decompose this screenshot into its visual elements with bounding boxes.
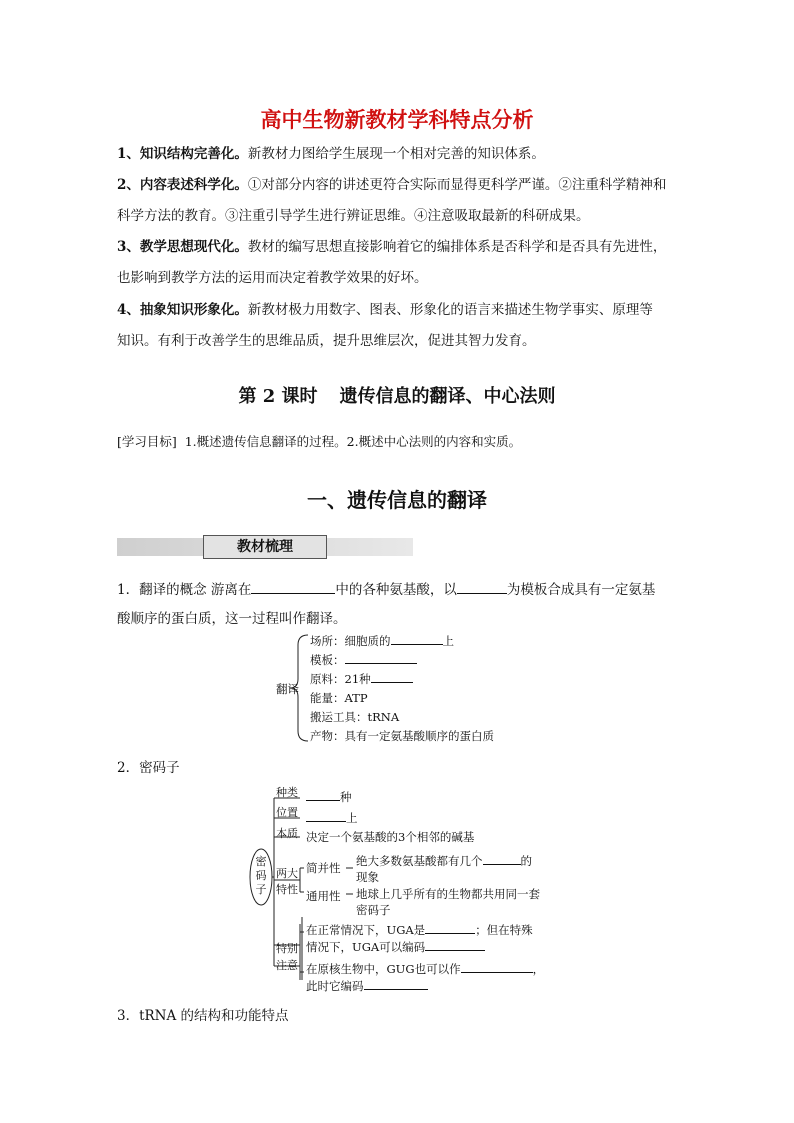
feature-text: ①对部分内容的讲述更符合实际而显得更科学严谨。②注重科学精神和 [247, 177, 667, 193]
answer-blank[interactable] [364, 978, 428, 990]
answer-blank[interactable] [483, 853, 521, 865]
special-1: 在正常情况下，UGA是 ；但在特殊 情况下，UGA可以编码 [306, 923, 533, 954]
diagram-item: 产物：具有一定氨基酸顺序的蛋白质 [310, 729, 494, 743]
q1-text: 翻译的概念 游离在 [139, 582, 252, 598]
feature-lead: 1、知识结构完善化。 [117, 146, 248, 162]
answer-blank[interactable] [306, 789, 340, 801]
lesson-number: 第 2 课时 [238, 386, 318, 407]
diagram-item: 搬运工具：tRNA [310, 710, 400, 724]
feature-text: 也影响到教学方法的运用而决定着教学效果的好坏。 [117, 270, 428, 286]
answer-blank[interactable] [461, 961, 533, 973]
diagram-item: 模板： [310, 652, 417, 668]
label-degeneracy: 简并性 [306, 861, 341, 875]
q3-title: tRNA 的结构和功能特点 [139, 1008, 289, 1024]
q1-text: 酸顺序的蛋白质，这一过程叫作翻译。 [117, 611, 347, 627]
label-features: 两大特性 [276, 867, 298, 896]
label-universality: 通用性 [306, 889, 341, 903]
question-2 [117, 756, 180, 776]
feature-lead: 3、教学思想现代化。 [117, 239, 248, 255]
lesson-title [0, 382, 794, 408]
answer-blank[interactable] [457, 579, 507, 594]
feature-text: 新教材力图给学生展现一个相对完善的知识体系。 [247, 146, 545, 162]
feature-lead: 2、内容表述科学化。 [117, 177, 248, 193]
answer-blank[interactable] [345, 652, 417, 664]
essence-row: 决定一个氨基酸的3个相邻的碱基 [306, 830, 475, 844]
feature-2 [117, 170, 666, 232]
learning-goal [117, 432, 521, 450]
feature-text: 新教材极力用数字、图表、形象化的语言来描述生物学事实、原理等 [247, 302, 653, 318]
diagram-root: 翻译 [276, 682, 299, 696]
goal-label: [学习目标] [117, 434, 177, 449]
page-title: 高中生物新教材学科特点分析 [260, 108, 534, 132]
lesson-name: 遗传信息的翻译、中心法则 [339, 386, 556, 407]
goal-text: 1.概述遗传信息翻译的过程。2.概述中心法则的内容和实质。 [184, 434, 522, 449]
feature-3 [117, 232, 666, 294]
question-1 [117, 576, 655, 634]
degeneracy-row: 绝大多数氨基酸都有几个 的 现象 [356, 854, 532, 884]
special-2: 在原核生物中，GUG也可以作 ， 此时它编码 [306, 962, 545, 993]
feature-text: 科学方法的教育。③注重引导学生进行辨证思维。④注意吸取最新的科研成果。 [117, 208, 590, 224]
position-row: 上 [306, 810, 358, 826]
label-types: 种类 [276, 786, 298, 799]
answer-blank[interactable] [371, 671, 413, 683]
q3-num: 3． [117, 1008, 140, 1024]
answer-blank[interactable] [425, 939, 485, 951]
question-3 [117, 1004, 289, 1024]
q1-text: 为模板合成具有一定氨基 [506, 582, 656, 598]
label-essence: 本质 [276, 827, 298, 840]
feature-1 [117, 139, 545, 170]
feature-lead: 4、抽象知识形象化。 [117, 302, 248, 318]
feature-text: 知识。有利于改善学生的思维品质，提升思维层次，促进其智力发育。 [117, 333, 536, 349]
codon-root: 密码子 [255, 855, 267, 896]
label-position: 位置 [276, 806, 298, 819]
feature-4 [117, 295, 653, 357]
universality-row: 地球上几乎所有的生物都共用同一套 密码子 [356, 887, 540, 917]
answer-blank[interactable] [425, 922, 475, 934]
diagram-item: 原料：21种 [310, 671, 413, 687]
codon-diagram [248, 780, 558, 996]
section-heading: 一、遗传信息的翻译 [307, 488, 487, 512]
diagram-item: 场所：细胞质的 上 [310, 634, 454, 648]
answer-blank[interactable] [306, 810, 346, 822]
label-special: 特别注意 [276, 942, 298, 972]
translation-diagram [270, 631, 570, 745]
q2-title: 密码子 [139, 760, 180, 776]
types-row: 种 [306, 789, 352, 805]
feature-text: 教材的编写思想直接影响着它的编排体系是否科学和是否具有先进性， [247, 239, 667, 255]
diagram-item: 能量：ATP [310, 691, 368, 705]
q2-num: 2． [117, 760, 140, 776]
answer-blank[interactable] [391, 633, 443, 645]
section-tag: 教材梳理 [203, 535, 327, 559]
answer-blank[interactable] [251, 579, 335, 594]
q1-num: 1． [117, 582, 140, 598]
q1-text: 中的各种氨基酸，以 [335, 582, 457, 598]
